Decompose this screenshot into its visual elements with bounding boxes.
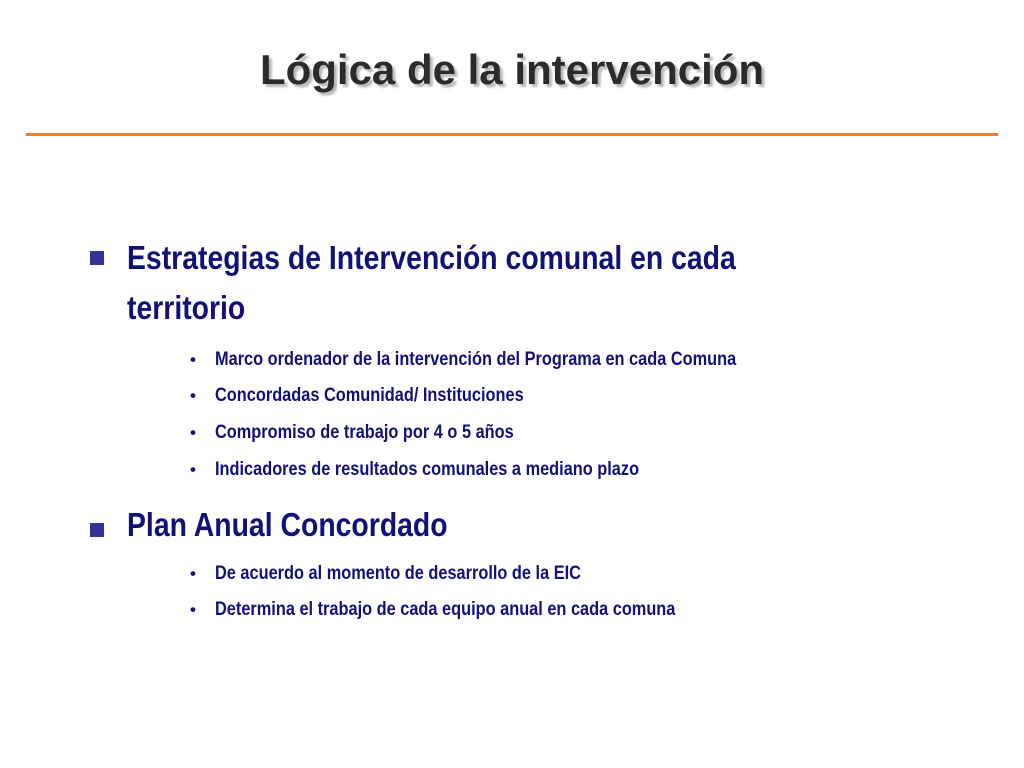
section-heading: Plan Anual Concordado	[127, 506, 448, 543]
dot-bullet-icon: •	[190, 460, 196, 479]
dot-bullet-icon: •	[190, 350, 196, 369]
list-item: Determina el trabajo de cada equipo anual en cada comuna	[215, 599, 676, 620]
section-heading: Estrategias de Intervención comunal en cada territorio	[127, 239, 736, 326]
list-item: Indicadores de resultados comunales a mediano plazo	[215, 459, 640, 480]
list-item: Compromiso de trabajo por 4 o 5 años	[215, 422, 514, 443]
list-item: Concordadas Comunidad/ Instituciones	[215, 385, 524, 406]
square-bullet-icon	[90, 251, 104, 265]
dot-bullet-icon: •	[190, 600, 196, 619]
dot-bullet-icon: •	[190, 564, 196, 583]
dot-bullet-icon: •	[190, 423, 196, 442]
square-bullet-icon	[90, 523, 104, 537]
list-item: Marco ordenador de la intervención del Programa en cada Comuna	[215, 349, 737, 370]
dot-bullet-icon: •	[190, 386, 196, 405]
slide-title: Lógica de la intervención	[259, 46, 765, 93]
title-divider	[26, 133, 998, 136]
list-item: De acuerdo al momento de desarrollo de la EIC	[215, 563, 581, 584]
